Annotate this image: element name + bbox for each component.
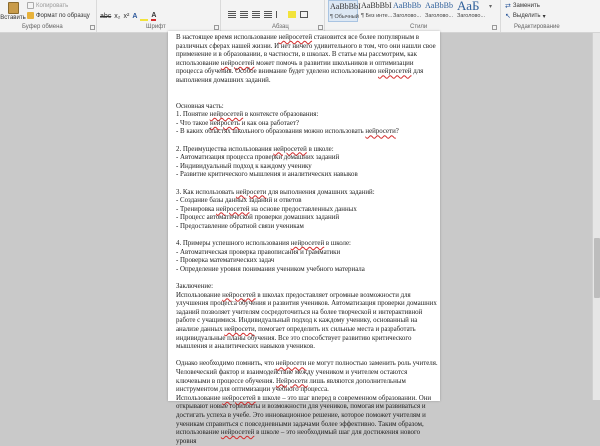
paragraph-text: Использование (176, 291, 223, 299)
spelling-error-word: нейросетей (222, 394, 256, 402)
style-name: Заголово... (425, 13, 454, 19)
format-painter-button[interactable] (27, 12, 90, 19)
document-paragraph[interactable] (176, 189, 438, 198)
select-label: Выделить (512, 13, 541, 19)
paragraph-text: в школе: (306, 145, 334, 153)
paragraph-text: может помочь в развитии школьников и оптимизации процесса обучения. Особое внимание будет уделено использованию (176, 59, 414, 76)
document-paragraph[interactable] (176, 223, 438, 232)
document-paragraph[interactable] (176, 206, 438, 215)
style-heading-1[interactable] (392, 0, 422, 22)
paragraph-text: Однако необходимо помнить, что (176, 360, 276, 368)
paragraph-spacer (176, 137, 438, 146)
group-separator (220, 0, 221, 32)
paragraph-text: - Тренировка (176, 205, 217, 213)
document-paragraph[interactable] (176, 197, 438, 206)
paragraph-text: - Что такое (176, 119, 211, 127)
spelling-error-word: нейросети (224, 326, 255, 333)
document-paragraph[interactable] (176, 154, 438, 163)
format-painter-label: Формат по образцу (36, 12, 90, 19)
scrollbar-thumb[interactable] (594, 238, 600, 298)
document-paragraph[interactable] (176, 163, 438, 172)
paragraph-text: - Процесс автоматической проверки домашних заданий (176, 214, 340, 222)
style-name: Заголово... (393, 13, 422, 19)
style-sample: AaBbBb (393, 1, 421, 10)
copy-button[interactable] (27, 2, 68, 9)
align-left-icon[interactable] (228, 11, 236, 18)
document-paragraph[interactable] (176, 34, 438, 86)
group-separator (96, 0, 97, 32)
select-icon: ↖ (505, 13, 511, 20)
highlight-icon[interactable] (140, 13, 148, 21)
paragraph-text: - Автоматизация процесса проверки домашних заданий (176, 154, 340, 162)
font-group-label: Шрифт (146, 24, 166, 30)
paragraph-text: - Предоставление обратной связи ученикам (176, 222, 304, 230)
style-sample: АаБ (457, 0, 480, 13)
document-paragraph[interactable] (176, 120, 438, 129)
spelling-error-word: нейросетей (378, 68, 412, 76)
style-sample: AaBbBb (425, 1, 453, 10)
superscript-icon[interactable]: x² (123, 13, 130, 20)
vertical-scrollbar[interactable] (592, 33, 600, 400)
group-separator (500, 0, 501, 32)
document-area (0, 33, 600, 445)
paragraph-text: - Определение уровня понимания учеником учебного материала (176, 265, 365, 273)
subscript-icon[interactable]: x₂ (114, 13, 121, 20)
style-name: ¶ Обычный (330, 14, 359, 20)
document-paragraph[interactable] (176, 249, 438, 258)
clipboard-icon (8, 2, 19, 14)
document-paragraph[interactable] (176, 128, 438, 137)
strikethrough-icon[interactable]: abc (100, 13, 112, 20)
spelling-error-word: нейросетей (222, 291, 256, 299)
spelling-error-word: нейросетей (278, 34, 313, 41)
text-effects-icon[interactable]: A (132, 13, 138, 20)
ribbon (0, 0, 600, 33)
paragraph-text: в контексте образования: (243, 111, 319, 119)
paragraph-align-row (228, 11, 308, 18)
clipboard-group-label: Буфер обмена (22, 24, 63, 30)
paragraph-spacer (176, 352, 438, 361)
paragraph-text: ? (395, 128, 399, 136)
style-sample: AaBbBbI (330, 2, 361, 11)
spelling-error-word: нейросетей (273, 145, 307, 153)
styles-scroll-icon[interactable]: ▾ (489, 4, 493, 10)
paragraph-text: в школе – это шаг вперед в современном образовании. Они открывают новые горизонты и возможности для учеников, помогая им развиваться и достигать успеха в учебе. Это инновационное решение, которое поможет учителям и ученикам справиться с повседневными задачами более эффективно. Таким образом, использование (176, 394, 432, 437)
paragraph-text: Заключение: (176, 283, 214, 291)
document-paragraph[interactable] (176, 103, 438, 112)
paragraph-text: - Проверка математических задач (176, 257, 275, 265)
clipboard-launcher-icon[interactable] (90, 25, 95, 30)
paragraph-spacer (176, 180, 438, 189)
paragraph-spacer (176, 86, 438, 103)
paragraph-text: становится все более популярным в различных сферах нашей жизни. И нет ничего удивительного в том, что они нашли свое применение и в образовании, в частности, в школах. В статье мы рассмотрим, как использование (176, 34, 436, 67)
group-separator (324, 0, 325, 32)
paragraph-text: - В каких областях школьного образования можно использовать (176, 128, 366, 136)
font-color-icon[interactable]: A (151, 12, 157, 19)
paragraph-text: Использование (176, 394, 223, 402)
align-justify-icon[interactable] (264, 11, 272, 18)
copy-label: Копировать (36, 2, 69, 9)
paragraph-text: , помогает определить их сильные места и разработать индивидуальные планы обучения. Все это способствует развитию критического мышления и аналитических навыков учеников. (176, 326, 416, 351)
spelling-error-word: Нейросети (275, 377, 308, 385)
spelling-error-word: нейросетей (220, 59, 255, 67)
paragraph-spacer (176, 231, 438, 240)
document-paragraph[interactable] (176, 266, 438, 275)
style-title[interactable] (456, 0, 486, 22)
spelling-error-word: нейросети (365, 128, 396, 136)
paragraph-text: в школе: (324, 240, 351, 248)
spelling-error-word: нейросетей (220, 429, 255, 437)
document-paragraph[interactable] (176, 257, 438, 266)
paragraph-text: - Создание базы данных заданий и ответов (176, 197, 302, 205)
style-name: Заголово... (457, 13, 486, 19)
paragraph-text: на основе предоставленных данных (249, 205, 357, 213)
spelling-error-word: нейросети (275, 360, 307, 368)
paragraph-group-label: Абзац (272, 24, 289, 30)
document-paragraph[interactable] (176, 111, 438, 120)
paragraph-text: и как она работает? (239, 119, 299, 127)
style-name: ¶ Без инте... (361, 13, 393, 19)
font-launcher-icon[interactable] (214, 25, 219, 30)
paragraph-text: для выполнения домашних заданий: (266, 188, 375, 196)
paragraph-spacer (176, 274, 438, 283)
replace-label: Заменить (512, 3, 540, 9)
paragraph-text: 1. Понятие (176, 111, 210, 119)
style-sample: AaBbBbI (361, 1, 392, 10)
paragraph-text: - Развитие критического мышления и аналитических навыков (176, 171, 358, 179)
paragraph-text: В настоящее время использование (176, 34, 279, 41)
editing-group-label: Редактирование (514, 24, 560, 30)
replace-icon: ⇄ (505, 3, 511, 10)
select-button[interactable] (505, 12, 546, 20)
paste-label: Вставить (0, 15, 26, 21)
paragraph-text: Основная часть: (176, 102, 224, 110)
document-body[interactable] (176, 34, 438, 446)
paragraph-launcher-icon[interactable] (318, 25, 323, 30)
align-right-icon[interactable] (252, 11, 260, 18)
paragraph-text: 4. Примеры успешного использования (176, 240, 291, 248)
spelling-error-word: нейросетей (209, 111, 244, 119)
format-painter-icon (27, 12, 34, 19)
line-spacing-icon[interactable] (276, 11, 284, 18)
spelling-error-word: нейросетей (216, 205, 250, 213)
spelling-error-word: нейросетей (290, 240, 325, 248)
document-paragraph[interactable] (176, 283, 438, 292)
document-paragraph[interactable] (176, 292, 438, 352)
document-paragraph[interactable] (176, 146, 438, 155)
paragraph-text: 2. Преимущества использования (176, 145, 274, 153)
document-paragraph[interactable] (176, 395, 438, 446)
document-page[interactable] (168, 31, 440, 445)
paste-button[interactable] (2, 2, 24, 21)
style-no-spacing[interactable] (360, 0, 393, 22)
document-paragraph[interactable] (176, 214, 438, 223)
paragraph-text: для выполнения домашних заданий. (176, 68, 424, 84)
chevron-down-icon: ▾ (542, 13, 546, 20)
document-paragraph[interactable] (176, 240, 438, 249)
style-heading-2[interactable] (424, 0, 454, 22)
paragraph-text: в школе – это необходимый шаг для достижения нового уровня (176, 429, 421, 445)
shading-icon[interactable] (288, 11, 296, 18)
document-paragraph[interactable] (176, 360, 438, 394)
borders-icon[interactable] (300, 11, 308, 18)
styles-group-label: Стили (410, 24, 428, 30)
paragraph-text: - Автоматическая проверка правописания и грамматики (176, 248, 341, 256)
replace-button[interactable] (505, 2, 540, 10)
paragraph-text: не могут полностью заменить роль учителя. Человеческий фактор и взаимодействие между учеником и учителем остаются ключевыми в процессе обучения. (176, 360, 438, 385)
document-paragraph[interactable] (176, 171, 438, 180)
style-normal[interactable] (328, 0, 361, 22)
styles-launcher-icon[interactable] (492, 25, 497, 30)
font-formatting-row (100, 12, 156, 21)
paragraph-text: 3. Как использовать (176, 188, 236, 196)
spelling-error-word: нейросеть (210, 119, 240, 127)
align-center-icon[interactable] (240, 11, 248, 18)
paragraph-text: в школах предоставляет огромные возможности для улучшения процесса обучения и развития учеников. Автоматизация проверки домашних заданий позволяет учителям сосредоточиться на более творческой и интерактивной работе с учащимися. Индивидуальный подход к каждому ученику, основанный на анализе данных (176, 291, 437, 333)
paragraph-text: - Индивидуальный подход к каждому ученику (176, 162, 312, 170)
spelling-error-word: нейросети (235, 188, 267, 196)
font-group (100, 3, 210, 23)
copy-icon (27, 2, 34, 9)
paragraph-text: лишь являются дополнительным инструментом для оптимизации учебного процесса. (176, 377, 406, 394)
